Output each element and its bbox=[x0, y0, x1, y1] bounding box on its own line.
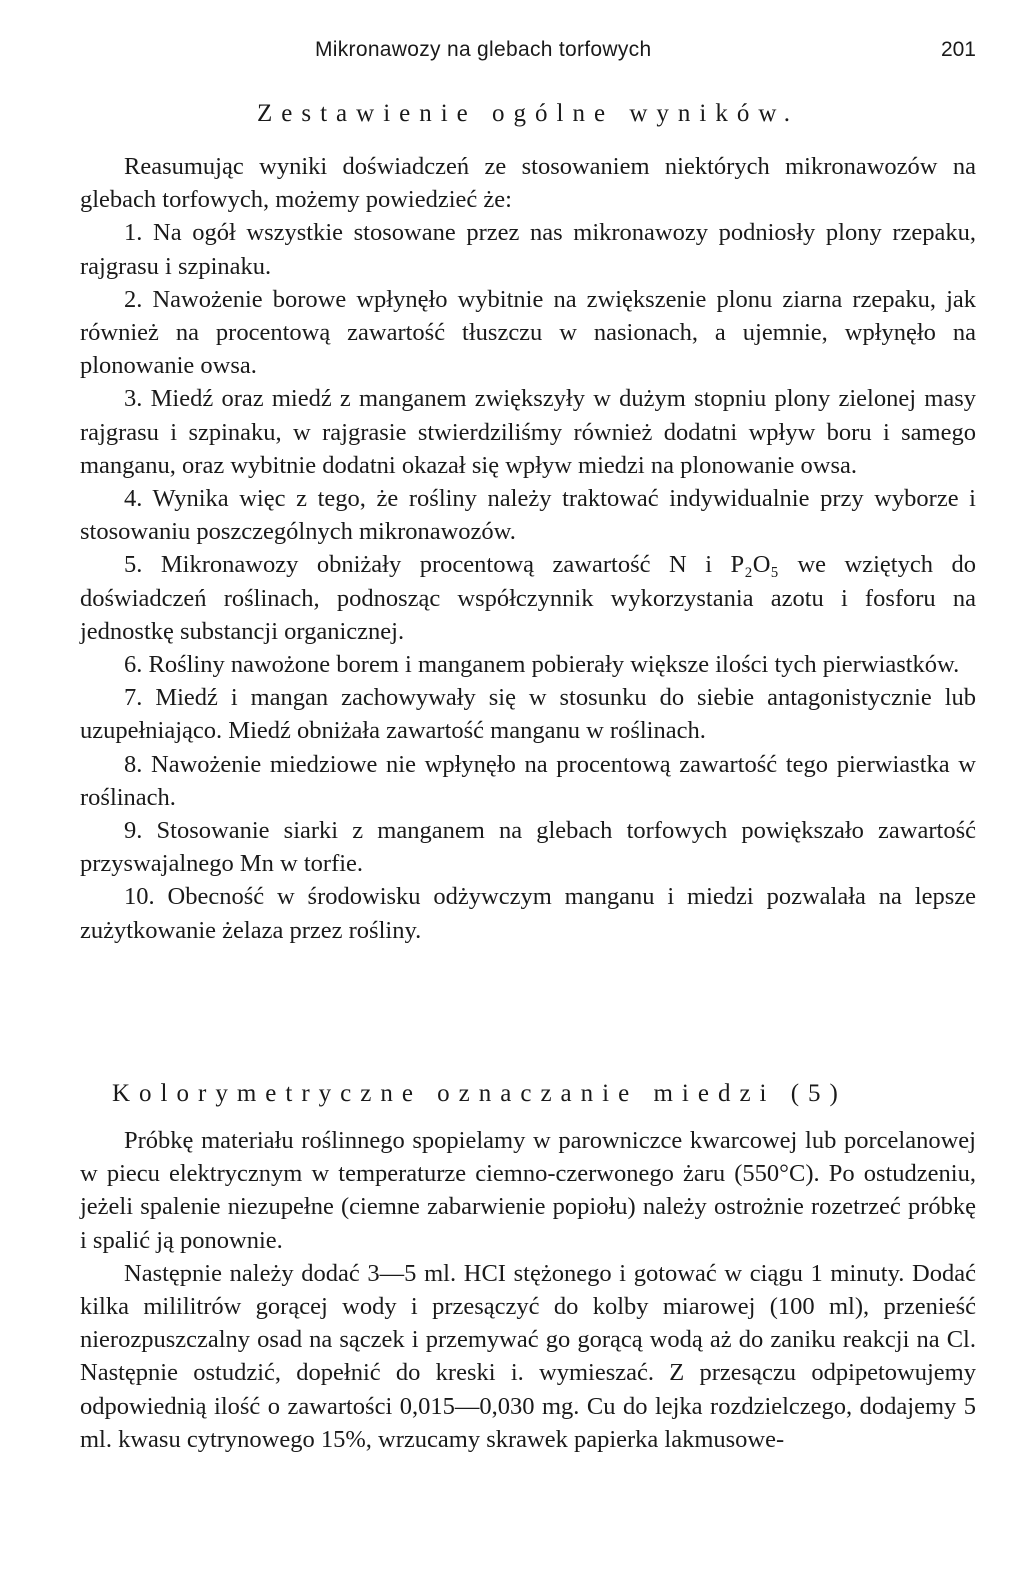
page-number: 201 bbox=[940, 38, 976, 61]
summary-item-3: 3. Miedź oraz miedź z manganem zwiększyły w dużym stopniu plony zielonej masy rajgrasu i szpinaku, w rajgrasie stwierdziliśmy również dodatni wpływ boru i samego manganu, oraz wybitnie dodatni okazał się wpływ miedzi na plonowanie owsa. bbox=[80, 385, 976, 479]
summary-body bbox=[80, 150, 976, 947]
summary-item-2: 2. Nawożenie borowe wpłynęło wybitnie na zwiększenie plonu ziarna rzepaku, jak również na procentową zawartość tłuszczu w nasionach, a ujemnie, wpłynęło na plonowanie owsa. bbox=[80, 285, 976, 380]
summary-item-6: 6. Rośliny nawożone borem i manganem pobierały większe ilości tych pierwiastków. bbox=[124, 651, 960, 679]
summary-item-4: 4. Wynika więc z tego, że rośliny należy traktować indywidualnie przy wyborze i stosowaniu poszczególnych mikronawozów. bbox=[80, 485, 976, 546]
copper-method-body bbox=[80, 1124, 976, 1456]
summary-item-8: 8. Nawożenie miedziowe nie wpłynęło na procentową zawartość tego pierwiastka w roślinach. bbox=[80, 750, 976, 811]
copper-paragraph-1: Próbkę materiału roślinnego spopielamy w parowniczce kwarcowej lub porcelanowej w piecu elektrycznym w temperaturze ciemno-czerwonego żaru (550°C). Po ostudzeniu, jeżeli spalenie niezupełne (ciemne zabarwienie popiołu) należy ostrożnie rozetrzeć próbkę i spalić ją ponownie. bbox=[80, 1127, 976, 1254]
summary-item-10: 10. Obecność w środowisku odżywczym manganu i miedzi pozwalała na lepsze zużytkowanie żelaza przez rośliny. bbox=[80, 883, 976, 944]
summary-item-5: 5. Mikronawozy obniżały procentową zawartość N i P₂O₅ we wziętych do doświadczeń roślinach, podnosząc współczynnik wykorzystania azotu i fosforu na jednostkę substancji organicznej. bbox=[80, 551, 976, 645]
summary-item-9: 9. Stosowanie siarki z manganem na glebach torfowych powiększało zawartość przyswajalnego Mn w torfie. bbox=[80, 817, 976, 878]
running-head bbox=[80, 38, 976, 68]
summary-item-1: 1. Na ogół wszystkie stosowane przez nas mikronawozy podniosły plony rzepaku, rajgrasu i szpinaku. bbox=[80, 219, 976, 280]
summary-intro: Reasumując wyniki doświadczeń ze stosowaniem niektórych mikronawozów na glebach torfowych, możemy powiedzieć że: bbox=[80, 153, 976, 214]
section-heading-copper: Kolorymetryczne oznaczanie miedzi (5) bbox=[112, 1080, 847, 1107]
copper-paragraph-2: Następnie należy dodać 3—5 ml. HCI stężonego i gotować w ciągu 1 minuty. Dodać kilka mililitrów gorącej wody i przesączyć do kolby miarowej (100 ml), przenieść nierozpuszczalny osad na sączek i przemywać go gorącą wodą aż do zaniku reakcji na Cl. Następnie ostudzić, dopełnić do kreski i. wymieszać. Z przesączu odpipetowujemy odpowiednią ilość o zawartości 0,015—0,030 mg. Cu do lejka rozdzielczego, dodajemy 5 ml. kwasu cytrynowego 15%, wrzucamy skrawek papierka lakmusowe- bbox=[80, 1259, 976, 1453]
summary-item-7: 7. Miedź i mangan zachowywały się w stosunku do siebie antagonistycznie lub uzupełniająco. Miedź obniżała zawartość manganu w roślinach. bbox=[80, 684, 976, 745]
running-title: Mikronawozy na glebach torfowych bbox=[315, 38, 652, 61]
section-heading-summary: Zestawienie ogólne wyników. bbox=[257, 100, 799, 127]
